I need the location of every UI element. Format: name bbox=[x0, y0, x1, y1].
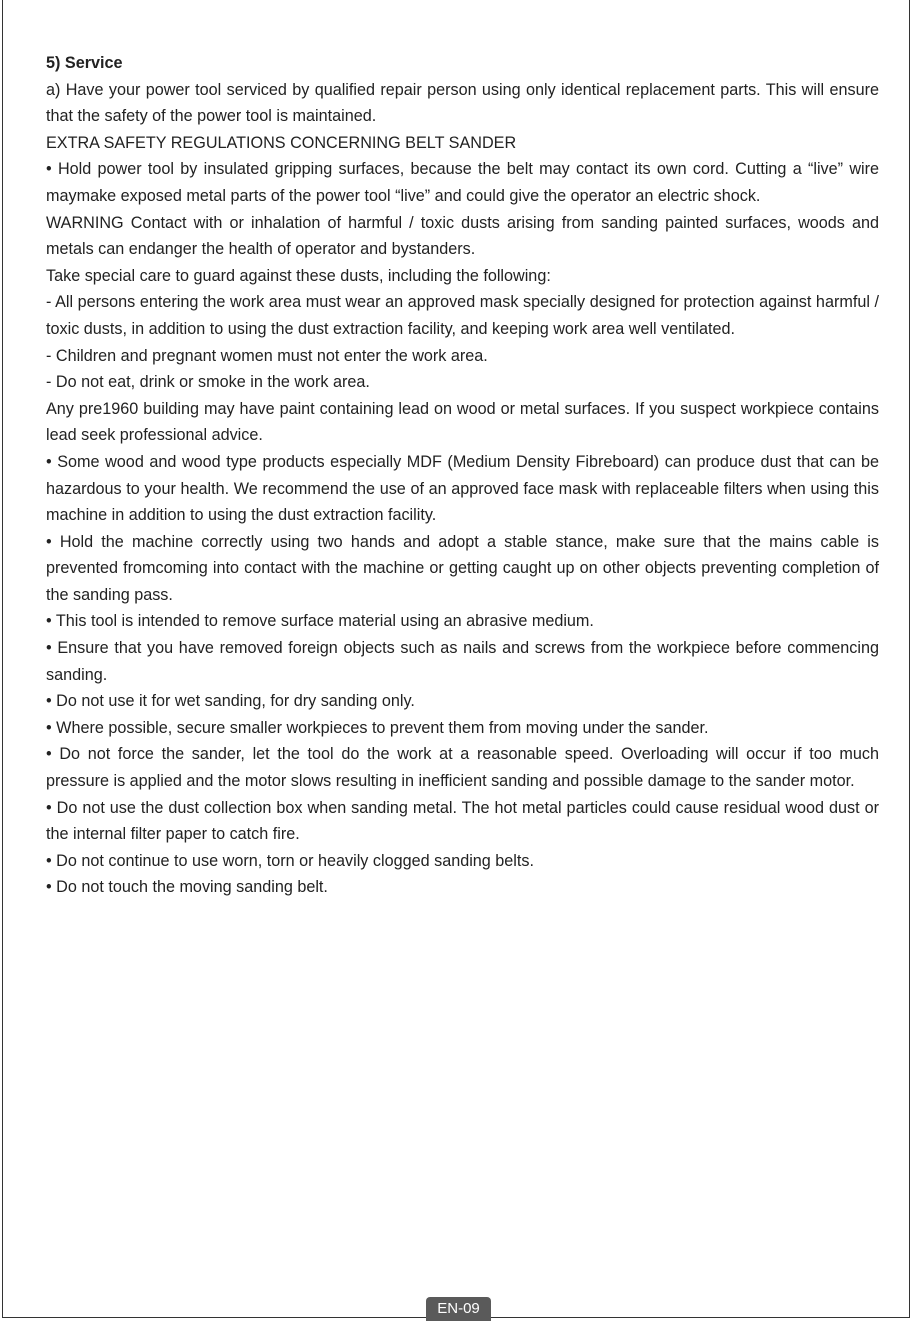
paragraph-approved-mask: - All persons entering the work area must wear an approved mask specially designed for protection against harmful / toxic dusts, in addition to using the dust extraction facility, and keeping work area well ventilated. bbox=[46, 293, 879, 338]
page-number-badge: EN-09 bbox=[426, 1297, 491, 1321]
paragraph-moving-belt: • Do not touch the moving sanding belt. bbox=[46, 878, 328, 897]
paragraph-insulated-grip: • Hold power tool by insulated gripping surfaces, because the belt may contact its own cord. Cutting a “live” wire maymake exposed metal parts of the power tool “live” and could give the operator an electric shock. bbox=[46, 160, 879, 205]
extra-safety-title: EXTRA SAFETY REGULATIONS CONCERNING BELT SANDER bbox=[46, 133, 517, 152]
paragraph-foreign-objects: • Ensure that you have removed foreign objects such as nails and screws from the workpiece before commencing sanding. bbox=[46, 639, 879, 684]
paragraph-lead-paint: Any pre1960 building may have paint containing lead on wood or metal surfaces. If you suspect workpiece contains lead seek professional advice. bbox=[46, 399, 879, 445]
paragraph-mdf-dust: • Some wood and wood type products especially MDF (Medium Density Fibreboard) can produce dust that can be hazardous to your health. We recommend the use of an approved face mask with replaceable filters when using this machine in addition to using the dust extraction facility. bbox=[46, 452, 879, 525]
paragraph-secure-workpieces: • Where possible, secure smaller workpieces to prevent them from moving under the sander. bbox=[46, 718, 709, 737]
paragraph-service-a: a) Have your power tool serviced by qualified repair person using only identical replacement parts. This will ensure that the safety of the power tool is maintained. bbox=[46, 80, 879, 126]
paragraph-children-pregnant: - Children and pregnant women must not enter the work area. bbox=[46, 346, 488, 365]
paragraph-dust-box-metal: • Do not use the dust collection box when sanding metal. The hot metal particles could cause residual wood dust or the internal filter paper to catch fire. bbox=[46, 798, 879, 844]
document-body bbox=[46, 50, 879, 901]
paragraph-dry-sanding: • Do not use it for wet sanding, for dry sanding only. bbox=[46, 692, 415, 711]
section-heading: 5) Service bbox=[46, 54, 123, 72]
paragraph-intended-use: • This tool is intended to remove surface material using an abrasive medium. bbox=[46, 612, 594, 631]
paragraph-warning-dust: WARNING Contact with or inhalation of harmful / toxic dusts arising from sanding painted surfaces, woods and metals can endanger the health of operator and bystanders. bbox=[46, 213, 879, 259]
paragraph-do-not-force: • Do not force the sander, let the tool do the work at a reasonable speed. Overloading will occur if too much pressure is applied and the motor slows resulting in inefficient sanding and possible damage to the sander motor. bbox=[46, 745, 879, 791]
paragraph-two-hands: • Hold the machine correctly using two hands and adopt a stable stance, make sure that the mains cable is prevented fromcoming into contact with the machine or getting caught up on other objects preventing completion of the sanding pass. bbox=[46, 532, 879, 604]
paragraph-no-eating: - Do not eat, drink or smoke in the work area. bbox=[46, 373, 370, 392]
paragraph-worn-belts: • Do not continue to use worn, torn or heavily clogged sanding belts. bbox=[46, 851, 534, 870]
paragraph-special-care: Take special care to guard against these dusts, including the following: bbox=[46, 266, 551, 285]
